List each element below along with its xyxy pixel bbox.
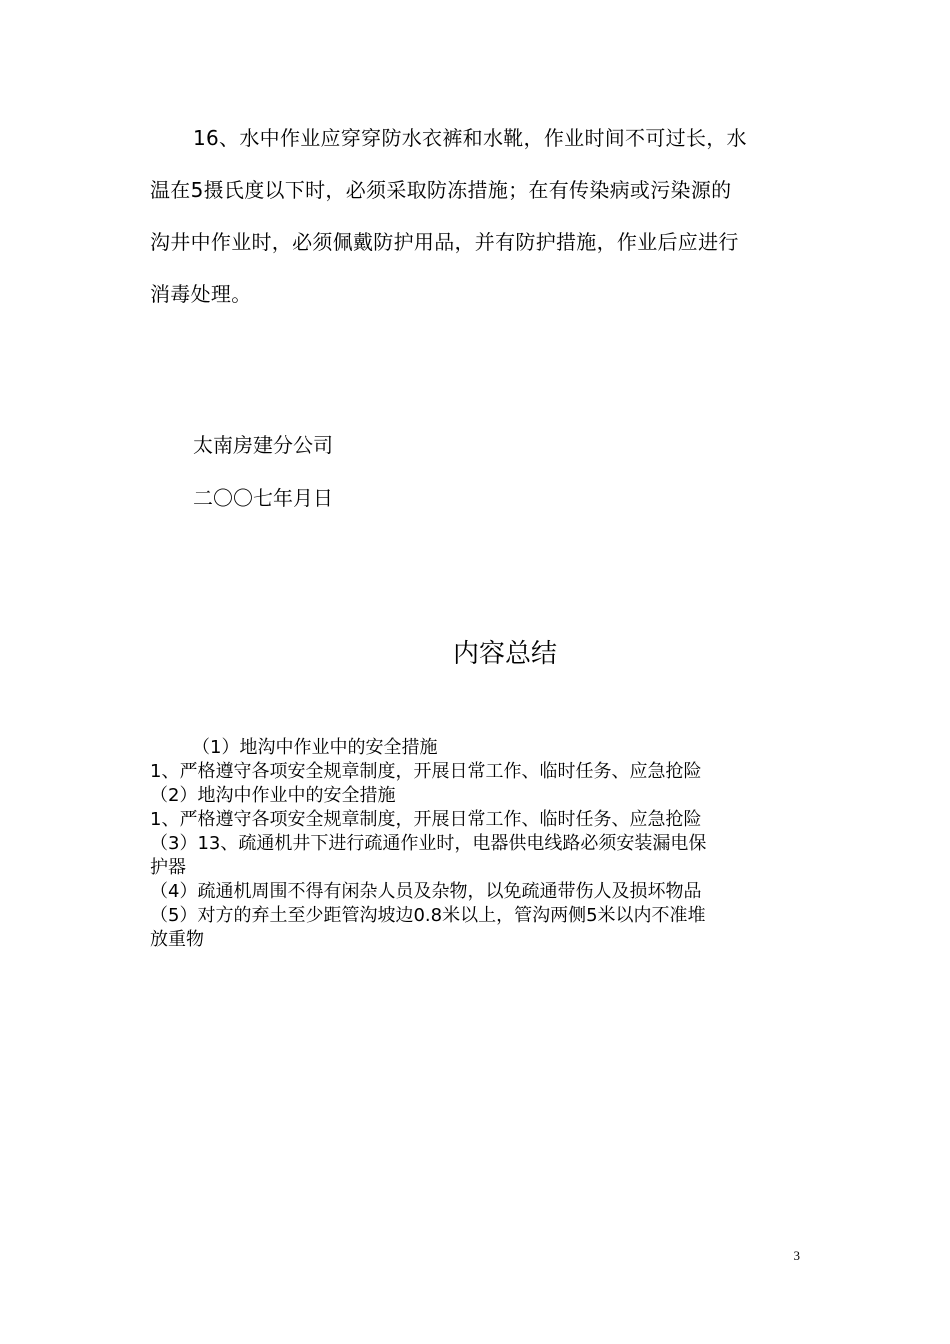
summary-list: [150, 736, 800, 952]
summary-line: （4）疏通机周围不得有闲杂人员及杂物，以免疏通带伤人及损坏物品: [150, 881, 702, 902]
summary-line: 1、严格遵守各项安全规章制度，开展日常工作、临时任务、应急抢险: [150, 809, 702, 830]
signature-date: 二〇〇七年月日: [193, 486, 333, 510]
paragraph-item-16: [150, 112, 800, 320]
paragraph-line: 消毒处理。: [150, 282, 252, 306]
summary-title: 内容总结: [452, 639, 557, 669]
summary-line: （5）对方的弃土至少距管沟坡边0.8米以上，管沟两侧5米以内不准堆: [150, 905, 706, 926]
summary-line: 护器: [150, 857, 186, 878]
summary-line: （2）地沟中作业中的安全措施: [150, 785, 396, 806]
summary-line: （3）13、疏通机井下进行疏通作业时，电器供电线路必须安装漏电保: [150, 833, 707, 854]
paragraph-line: 16、水中作业应穿穿防水衣裤和水靴，作业时间不可过长，水: [193, 126, 747, 150]
signature-company: 太南房建分公司: [193, 433, 333, 457]
summary-line: 1、严格遵守各项安全规章制度，开展日常工作、临时任务、应急抢险: [150, 761, 702, 782]
summary-line: 放重物: [150, 929, 204, 950]
paragraph-line: 沟井中作业时，必须佩戴防护用品，并有防护措施，作业后应进行: [150, 230, 739, 254]
paragraph-line: 温在5摄氏度以下时，必须采取防冻措施；在有传染病或污染源的: [150, 178, 732, 202]
summary-line: （1）地沟中作业中的安全措施: [192, 737, 438, 758]
page-number: 3: [793, 1248, 800, 1263]
